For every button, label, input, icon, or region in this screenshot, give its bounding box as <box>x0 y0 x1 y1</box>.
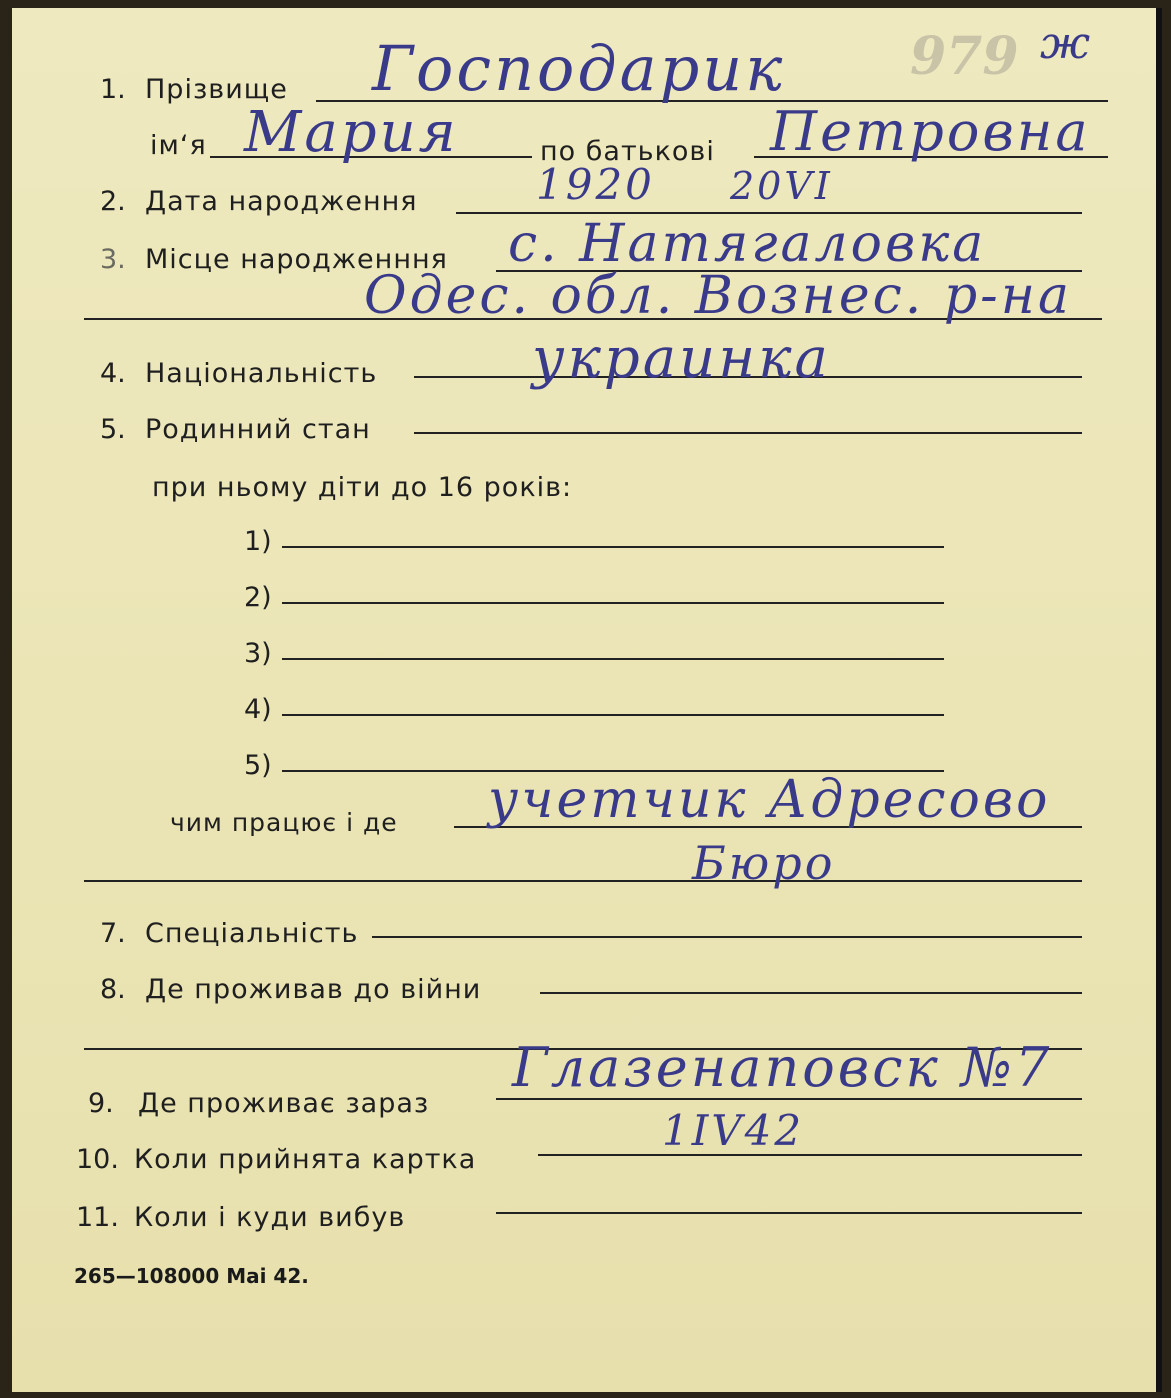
occupation-value: учетчик Адресово <box>488 770 1051 830</box>
occupation-label: чим працює і де <box>170 808 398 837</box>
name-label: ім‘я <box>150 130 207 161</box>
card-accepted-value: 1IV42 <box>662 1106 805 1155</box>
occupation-value-2: Бюро <box>692 836 836 890</box>
name-value: Мария <box>244 100 459 165</box>
child-3-line <box>282 658 944 660</box>
card-accepted-line <box>538 1154 1082 1156</box>
field-10-number: 10. <box>76 1144 119 1175</box>
field-2-number: 2. <box>100 186 126 217</box>
birth-day-value: 20VI <box>730 164 833 208</box>
child-5-number: 5) <box>244 750 272 781</box>
child-2-number: 2) <box>244 582 272 613</box>
field-3-number: 3. <box>100 244 126 275</box>
surname-value: Господарик <box>372 32 786 105</box>
nationality-label: Національність <box>145 358 378 389</box>
prewar-residence-label: Де проживав до війни <box>145 974 482 1005</box>
birth-place-value-2: Одес. обл. Вознес. р-на <box>364 266 1072 326</box>
marital-status-label: Родинний стан <box>145 414 371 445</box>
children-label: при ньому діти до 16 років: <box>152 472 573 503</box>
patronymic-value: Петровна <box>770 100 1091 163</box>
patronymic-label: по батькові <box>540 136 715 167</box>
registration-card <box>12 8 1162 1392</box>
birth-year-value: 1920 <box>536 160 655 209</box>
faded-record-number: 979 <box>910 26 1019 87</box>
child-1-number: 1) <box>244 526 272 557</box>
child-1-line <box>282 546 944 548</box>
field-4-number: 4. <box>100 358 126 389</box>
card-accepted-label: Коли прийнята картка <box>134 1144 477 1175</box>
child-2-line <box>282 602 944 604</box>
departure-label: Коли і куди вибув <box>134 1202 406 1233</box>
field-8-number: 8. <box>100 974 126 1005</box>
birth-place-label: Місце народженння <box>145 244 448 275</box>
nationality-value: украинка <box>532 326 831 391</box>
birth-place-value: с. Натягаловка <box>508 214 987 274</box>
field-1-number: 1. <box>100 74 126 105</box>
current-residence-value: Глазенаповск №7 <box>512 1036 1053 1099</box>
child-4-line <box>282 714 944 716</box>
specialty-line <box>372 936 1082 938</box>
field-7-number: 7. <box>100 918 126 949</box>
field-9-number: 9. <box>88 1088 114 1119</box>
print-code-footer: 265—108000 Mai 42. <box>74 1264 309 1288</box>
birth-date-label: Дата народження <box>145 186 418 217</box>
occupation-line-2 <box>84 880 1082 882</box>
departure-line <box>496 1212 1082 1214</box>
child-3-number: 3) <box>244 638 272 669</box>
specialty-label: Спеціальність <box>145 918 359 949</box>
prewar-residence-line <box>540 992 1082 994</box>
marital-status-line <box>414 432 1082 434</box>
surname-label: Прізвище <box>145 74 288 105</box>
child-4-number: 4) <box>244 694 272 725</box>
record-number-suffix: ж <box>1040 18 1094 69</box>
field-5-number: 5. <box>100 414 126 445</box>
field-11-number: 11. <box>76 1202 119 1233</box>
current-residence-label: Де проживає зараз <box>138 1088 430 1119</box>
